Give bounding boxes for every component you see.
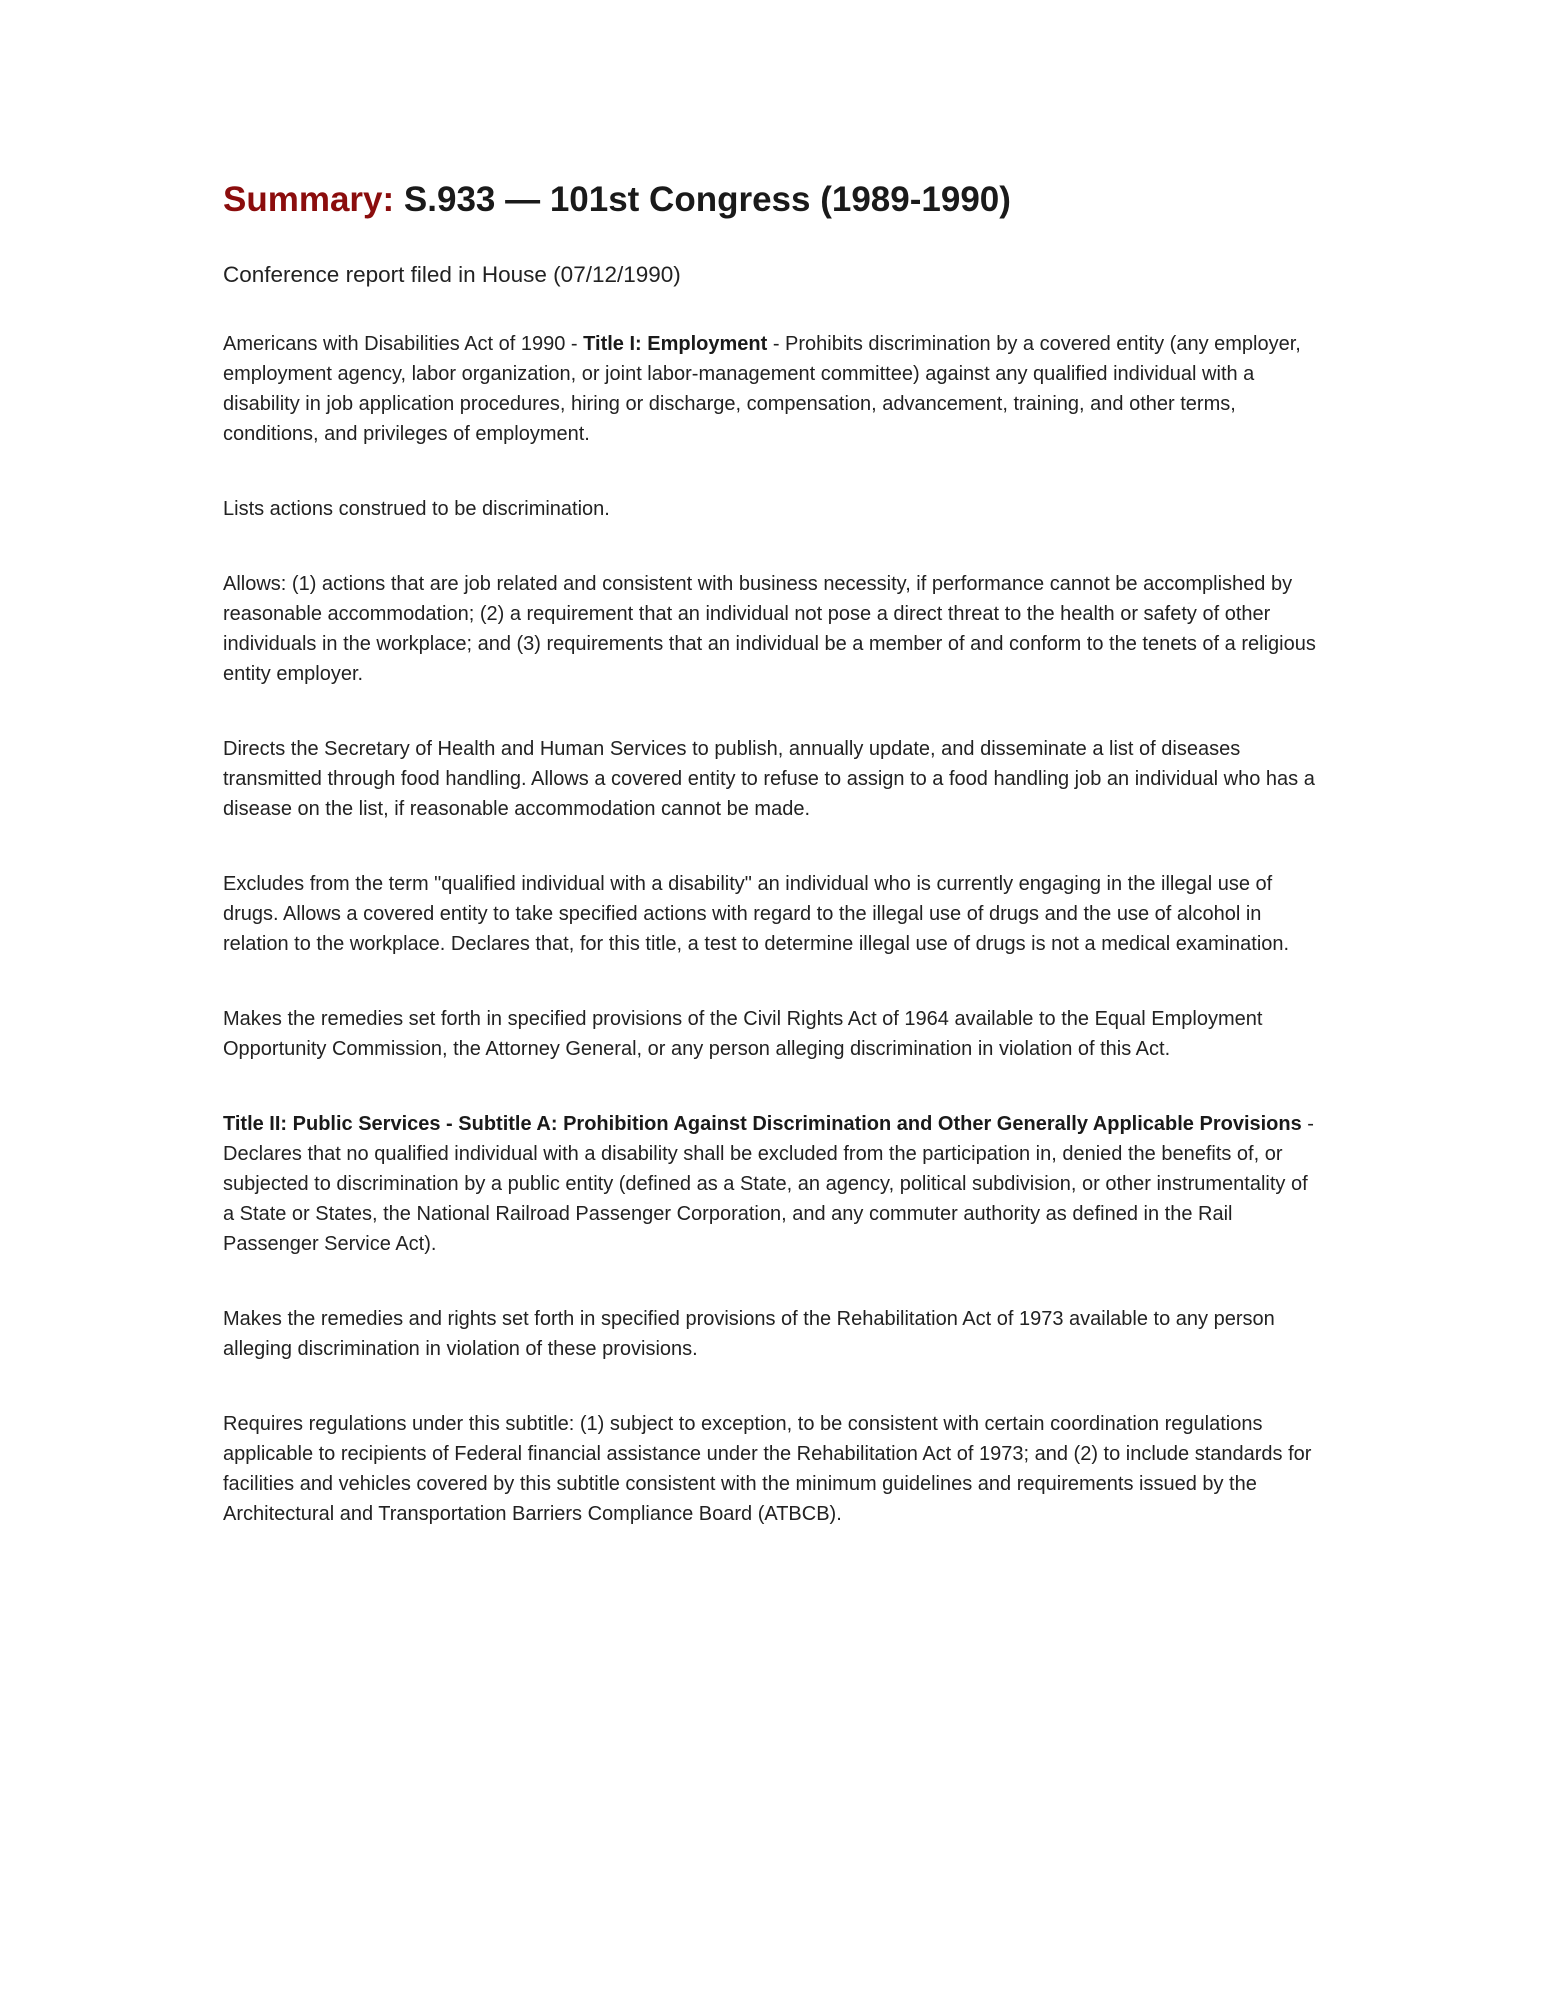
document-page <box>223 176 1323 1574</box>
paragraph-regulations: Requires regulations under this subtitle: (1) subject to exception, to be consistent with certain coordination regulations applicable to recipients of Federal financial assistance under the Rehabilitation Act of 1973; and (2) to include standards for facilities and vehicles covered by this subtitle consistent with the minimum guidelines and requirements issued by the Architectural and Transportation Barriers Compliance Board (ATBCB). <box>223 1413 1312 1525</box>
paragraph-food-handling: Directs the Secretary of Health and Human Services to publish, annually update, and disseminate a list of diseases transmitted through food handling. Allows a covered entity to refuse to assign to a food handling job an individual who has a disease on the list, if reasonable accommodation cannot be made. <box>223 738 1315 820</box>
section-heading-title-ii: Title II: Public Services - Subtitle A: Prohibition Against Discrimination and Other Generally Applicable Provisions <box>223 1113 1302 1135</box>
paragraph-allows: Allows: (1) actions that are job related and consistent with business necessity, if performance cannot be accomplished by reasonable accommodation; (2) a requirement that an individual not pose a direct threat to the health or safety of other individuals in the workplace; and (3) requirements that an individual be a member of and conform to the tenets of a religious entity employer. <box>223 573 1316 685</box>
paragraph-text: - Prohibits discrimination by a covered entity (any employer, employment agency, labor organization, or joint labor-management committee) against any qualified individual with a disability in job application procedures, hiring or discharge, compensation, advancement, training, and other terms, conditions, and privileges of employment. <box>223 333 1301 445</box>
paragraph-illegal-drugs: Excludes from the term "qualified individual with a disability" an individual who is currently engaging in the illegal use of drugs. Allows a covered entity to take specified actions with regard to the illegal use of drugs and the use of alcohol in relation to the workplace. Declares that, for this title, a test to determine illegal use of drugs is not a medical examination. <box>223 873 1290 955</box>
paragraph-discrimination-actions: Lists actions construed to be discrimination. <box>223 498 610 520</box>
bill-status: Conference report filed in House (07/12/1990) <box>223 262 681 287</box>
paragraph-title-i <box>223 329 1323 449</box>
summary-label: Summary: <box>223 180 395 219</box>
bill-title: S.933 — 101st Congress (1989-1990) <box>403 180 1011 219</box>
page-title <box>223 176 1323 224</box>
paragraph-title-ii <box>223 1109 1323 1259</box>
paragraph-text: - Declares that no qualified individual with a disability shall be excluded from the participation in, denied the benefits of, or subjected to discrimination by a public entity (defined as a State, an agency, political subdivision, or other instrumentality of a State or States, the National Railroad Passenger Corporation, and any commuter authority as defined in the Rail Passenger Service Act). <box>223 1113 1314 1255</box>
section-heading-title-i: Title I: Employment <box>583 333 768 355</box>
paragraph-remedies-rehabilitation: Makes the remedies and rights set forth in specified provisions of the Rehabilitation Act of 1973 available to any person alleging discrimination in violation of these provisions. <box>223 1308 1275 1360</box>
paragraph-remedies-civil-rights: Makes the remedies set forth in specified provisions of the Civil Rights Act of 1964 available to the Equal Employment Opportunity Commission, the Attorney General, or any person alleging discrimination in violation of this Act. <box>223 1008 1263 1060</box>
paragraph-lead: Americans with Disabilities Act of 1990 - <box>223 333 584 355</box>
